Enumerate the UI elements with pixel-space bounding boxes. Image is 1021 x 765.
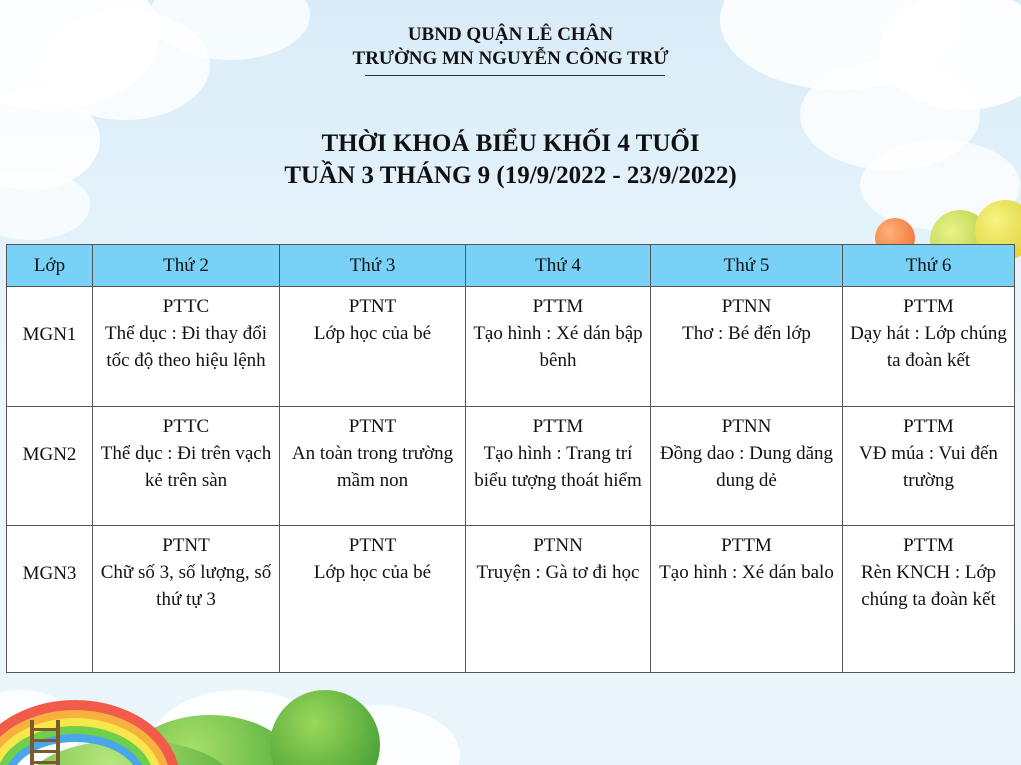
schedule-cell <box>93 287 280 407</box>
schedule-cell <box>93 526 280 673</box>
column-header-fri: Thứ 6 <box>843 245 1015 287</box>
activity-text: Rèn KNCH : Lớp chúng ta đoàn kết <box>860 562 997 610</box>
schedule-cell <box>651 287 843 407</box>
table-row <box>7 407 1015 526</box>
activity-text: Dạy hát : Lớp chúng ta đoàn kết <box>850 323 1007 371</box>
schedule-cell <box>466 287 651 407</box>
area-label: PTTC <box>162 416 210 437</box>
table-row <box>7 287 1015 407</box>
class-name-cell: MGN2 <box>7 407 93 526</box>
activity-text: Chữ số 3, số lượng, số thứ tự 3 <box>100 562 272 610</box>
table-header-row <box>7 245 1015 287</box>
area-label: PTNN <box>721 296 772 317</box>
schedule-cell <box>843 287 1015 407</box>
page-title: THỜI KHOÁ BIỂU KHỐI 4 TUỔI <box>321 130 700 157</box>
school-name: TRƯỜNG MN NGUYỄN CÔNG TRỨ <box>352 48 669 69</box>
activity-text: An toàn trong trường mầm non <box>291 443 454 491</box>
area-label: PTTM <box>903 416 954 437</box>
schedule-cell <box>843 526 1015 673</box>
area-label: PTNT <box>162 535 210 556</box>
column-header-mon: Thứ 2 <box>93 245 280 287</box>
class-name-cell: MGN1 <box>7 287 93 407</box>
schedule-cell <box>466 407 651 526</box>
area-label: PTNT <box>348 535 397 556</box>
activity-text: Lớp học của bé <box>313 562 432 583</box>
activity-text: Tạo hình : Trang trí biểu tượng thoát hiểm <box>474 443 642 491</box>
area-label: PTTM <box>721 535 772 556</box>
schedule-cell <box>651 526 843 673</box>
document-header <box>0 22 1021 192</box>
header-divider <box>365 75 665 76</box>
organization-name: UBND QUẬN LÊ CHÂN <box>407 24 614 45</box>
column-header-tue: Thứ 3 <box>280 245 466 287</box>
column-header-wed: Thứ 4 <box>466 245 651 287</box>
area-label: PTNT <box>348 416 397 437</box>
activity-text: Thể dục : Đi trên vạch kẻ trên sàn <box>100 443 272 491</box>
activity-text: Đồng dao : Dung dăng dung dẻ <box>659 443 834 491</box>
column-header-thu: Thứ 5 <box>651 245 843 287</box>
column-header-class: Lớp <box>7 245 93 287</box>
schedule-cell <box>280 287 466 407</box>
area-label: PTTM <box>903 535 954 556</box>
activity-text: Thơ : Bé đến lớp <box>682 323 811 344</box>
table-row <box>7 526 1015 673</box>
area-label: PTNN <box>721 416 772 437</box>
class-name-cell: MGN3 <box>7 526 93 673</box>
timetable <box>6 244 1015 673</box>
area-label: PTTM <box>532 296 584 317</box>
schedule-cell <box>93 407 280 526</box>
area-label: PTTM <box>903 296 954 317</box>
area-label: PTNT <box>348 296 397 317</box>
activity-text: Tạo hình : Xé dán balo <box>659 562 834 583</box>
area-label: PTNN <box>533 535 583 556</box>
schedule-cell <box>651 407 843 526</box>
activity-text: VĐ múa : Vui đến trường <box>859 443 998 491</box>
schedule-cell <box>843 407 1015 526</box>
ladder-icon <box>30 720 60 765</box>
rainbow-icon <box>0 700 180 765</box>
activity-text: Thể dục : Đi thay đổi tốc độ theo hiệu lệnh <box>105 323 267 371</box>
area-label: PTTC <box>162 296 210 317</box>
schedule-cell <box>280 407 466 526</box>
activity-text: Truyện : Gà tơ đi học <box>476 562 640 583</box>
page-subtitle: TUẦN 3 THÁNG 9 (19/9/2022 - 23/9/2022) <box>284 162 737 189</box>
schedule-cell <box>466 526 651 673</box>
activity-text: Lớp học của bé <box>313 323 432 344</box>
activity-text: Tạo hình : Xé dán bập bênh <box>473 323 643 371</box>
schedule-cell <box>280 526 466 673</box>
area-label: PTTM <box>532 416 584 437</box>
